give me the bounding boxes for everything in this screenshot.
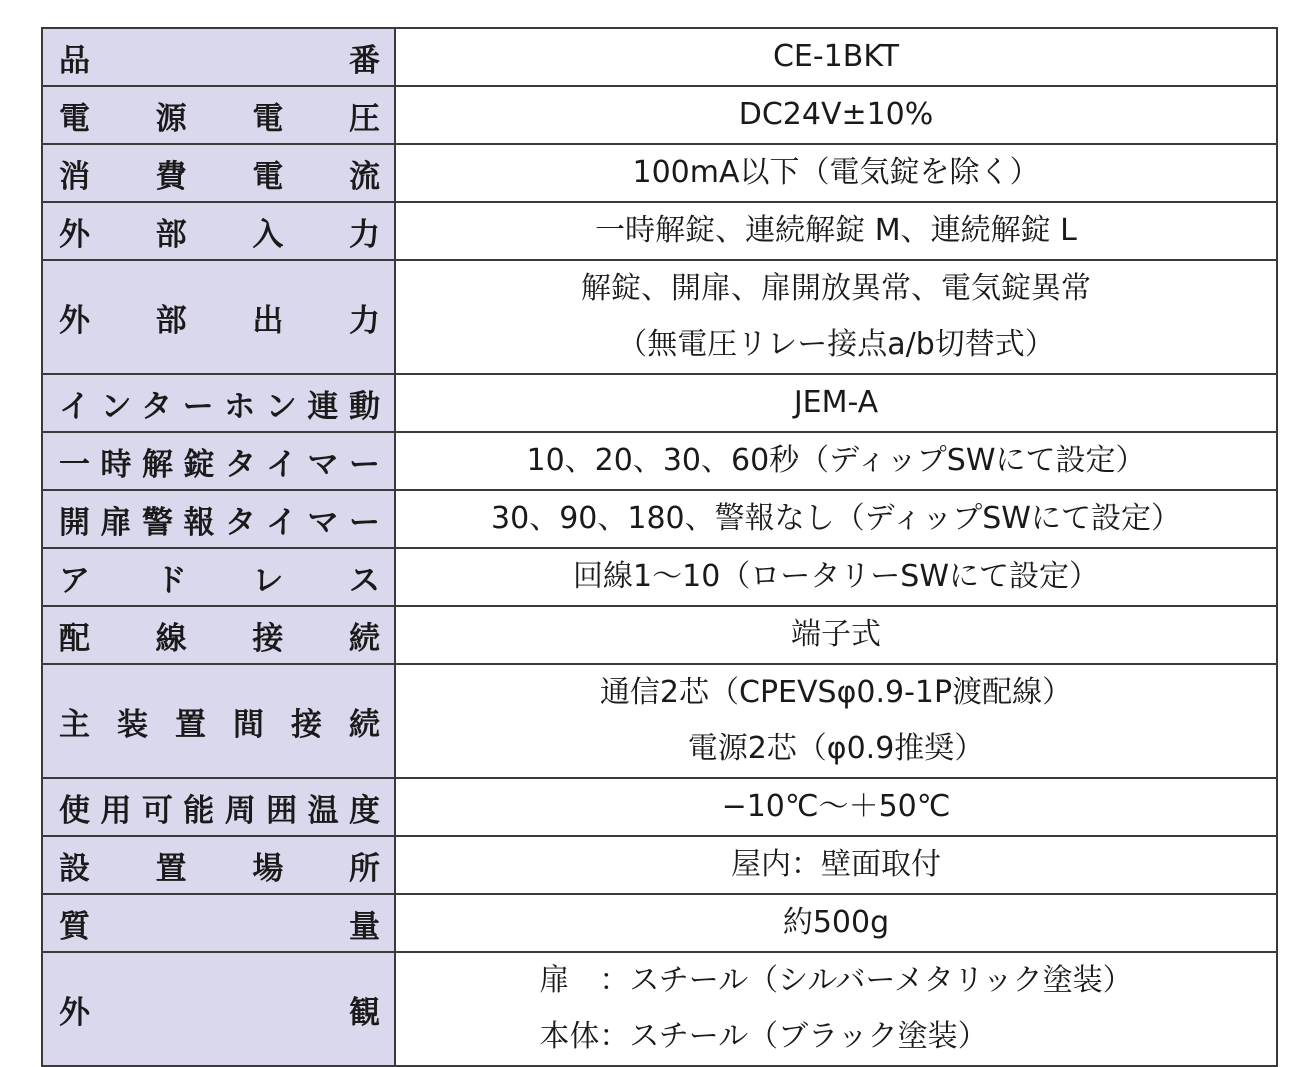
table-row bbox=[42, 778, 1277, 836]
row-label bbox=[42, 664, 395, 778]
value-line: 解錠、開扉、扉開放異常、電気錠異常 bbox=[581, 271, 1091, 306]
table-row bbox=[42, 28, 1277, 86]
row-label bbox=[42, 836, 395, 894]
row-value: 回線1〜10（ロータリーSWにて設定） bbox=[395, 548, 1277, 606]
row-label bbox=[42, 606, 395, 664]
row-value: 100mA以下（電気錠を除く） bbox=[395, 144, 1277, 202]
label-text: 質 量 bbox=[59, 908, 380, 945]
row-label bbox=[42, 260, 395, 374]
row-label bbox=[42, 374, 395, 432]
row-value: DC24V±10% bbox=[395, 86, 1277, 144]
table-row bbox=[42, 260, 1277, 374]
value-line: （無電圧リレー接点a/b切替式） bbox=[617, 327, 1055, 362]
label-text: インターホン連動 bbox=[59, 388, 380, 425]
table-row bbox=[42, 86, 1277, 144]
label-text: ア ド レ ス bbox=[59, 562, 380, 599]
label-text: 品 番 bbox=[59, 42, 380, 79]
value-line: 電源2芯（φ0.9推奨） bbox=[687, 731, 985, 766]
row-label bbox=[42, 432, 395, 490]
table-row bbox=[42, 432, 1277, 490]
row-label bbox=[42, 202, 395, 260]
row-label bbox=[42, 952, 395, 1066]
row-label bbox=[42, 778, 395, 836]
label-text: 設 置 場 所 bbox=[59, 850, 380, 887]
row-value: 一時解錠、連続解錠 M、連続解錠 L bbox=[395, 202, 1277, 260]
table-row bbox=[42, 952, 1277, 1066]
table-row bbox=[42, 606, 1277, 664]
table-row bbox=[42, 548, 1277, 606]
row-label bbox=[42, 28, 395, 86]
label-text: 主装置間接続 bbox=[59, 706, 380, 743]
appearance-lines bbox=[539, 953, 1132, 1065]
row-label bbox=[42, 144, 395, 202]
row-value: −10℃〜＋50℃ bbox=[395, 778, 1277, 836]
label-text: 使用可能周囲温度 bbox=[59, 792, 380, 829]
table-row bbox=[42, 836, 1277, 894]
row-value: 屋内：壁面取付 bbox=[395, 836, 1277, 894]
row-label bbox=[42, 490, 395, 548]
table-row bbox=[42, 202, 1277, 260]
row-label bbox=[42, 894, 395, 952]
label-text: 開扉警報タイマー bbox=[59, 504, 380, 541]
label-text: 配 線 接 続 bbox=[59, 620, 380, 657]
row-value bbox=[395, 952, 1277, 1066]
row-label bbox=[42, 548, 395, 606]
table-row bbox=[42, 664, 1277, 778]
row-value: 約500g bbox=[395, 894, 1277, 952]
row-value bbox=[395, 260, 1277, 374]
value-line: 本体：スチール（ブラック塗装） bbox=[539, 1019, 988, 1054]
label-text: 外 部 出 力 bbox=[59, 302, 380, 339]
table-row bbox=[42, 144, 1277, 202]
row-value bbox=[395, 664, 1277, 778]
label-text: 消 費 電 流 bbox=[59, 158, 380, 195]
value-line: 扉 ：スチール（シルバーメタリック塗装） bbox=[539, 963, 1133, 998]
label-text: 電 源 電 圧 bbox=[59, 100, 380, 137]
row-value: 端子式 bbox=[395, 606, 1277, 664]
row-value: 10、20、30、60秒（ディップSWにて設定） bbox=[395, 432, 1277, 490]
row-value: CE-1BKT bbox=[395, 28, 1277, 86]
row-label bbox=[42, 86, 395, 144]
table-row bbox=[42, 490, 1277, 548]
spec-table bbox=[41, 27, 1278, 1067]
row-value: 30、90、180、警報なし（ディップSWにて設定） bbox=[395, 490, 1277, 548]
label-text: 外 部 入 力 bbox=[59, 216, 380, 253]
label-text: 一時解錠タイマー bbox=[59, 446, 380, 483]
value-line: 通信2芯（CPEVSφ0.9-1P渡配線） bbox=[599, 675, 1073, 710]
row-value: JEM-A bbox=[395, 374, 1277, 432]
label-text: 外 観 bbox=[59, 994, 380, 1031]
table-row bbox=[42, 374, 1277, 432]
table-row bbox=[42, 894, 1277, 952]
